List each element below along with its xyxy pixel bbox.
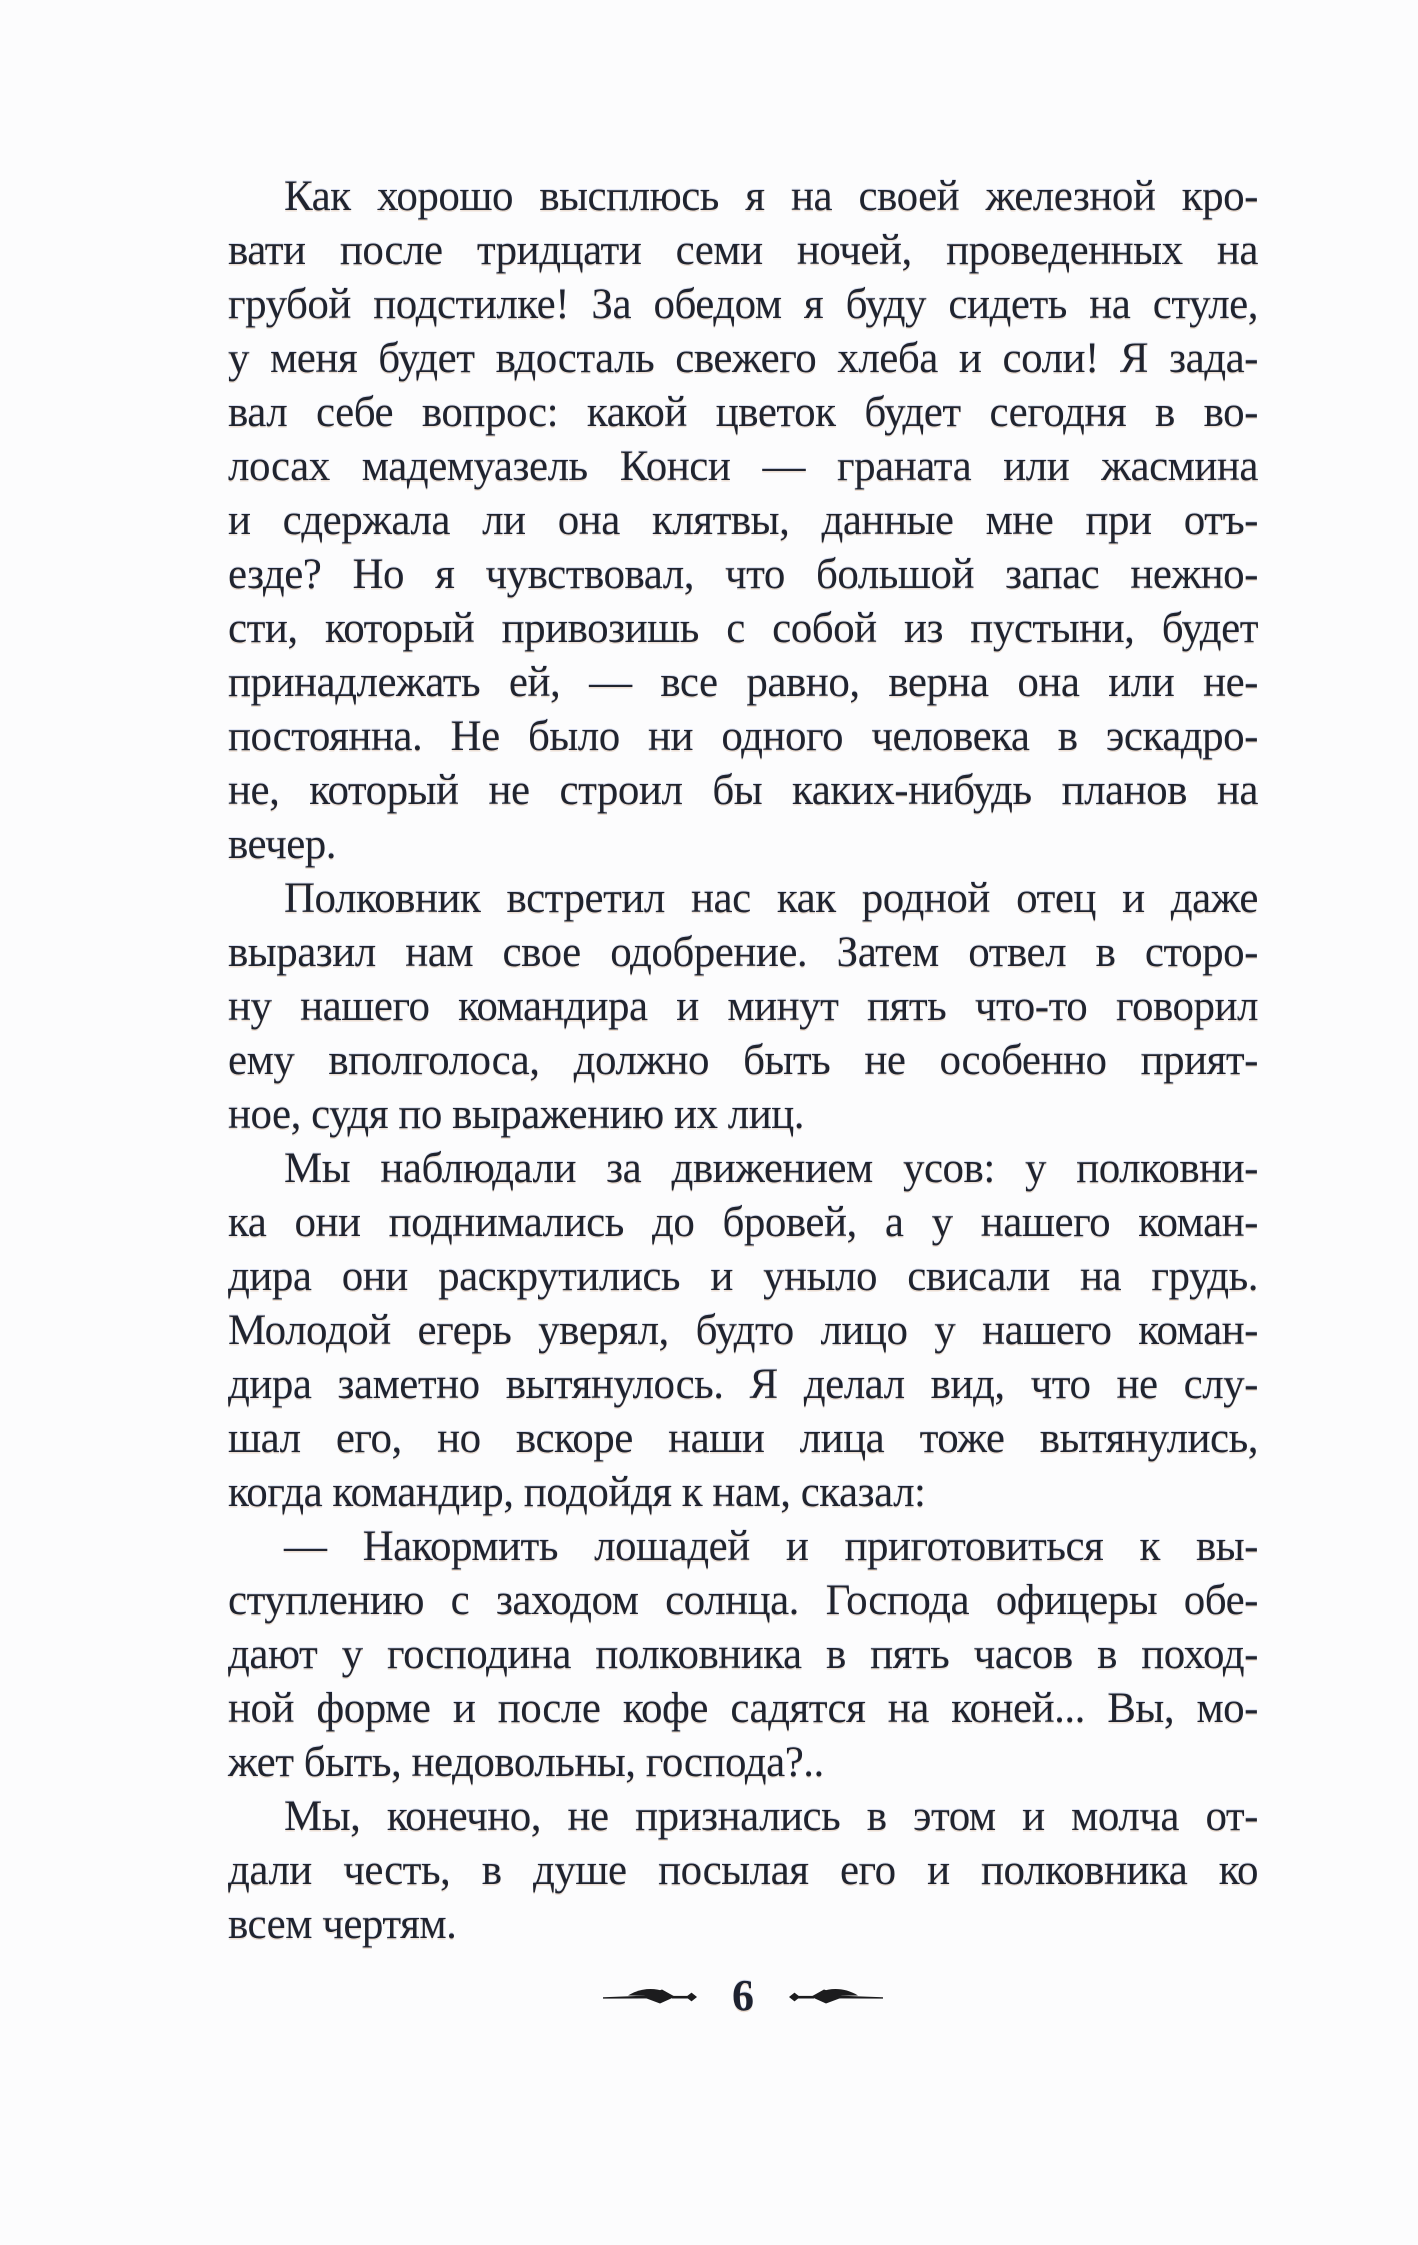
text-line: ка они поднимались до бровей, а у нашего коман- xyxy=(228,1199,1258,1246)
text-line: грубой подстилке! За обедом я буду сидеть на стуле, xyxy=(228,281,1258,328)
text-line: вал себе вопрос: какой цветок будет сегодня в во- xyxy=(228,389,1258,436)
text-line: жет быть, недовольны, господа?.. xyxy=(228,1739,824,1786)
text-line: и сдержала ли она клятвы, данные мне при отъ- xyxy=(228,497,1258,544)
paragraph xyxy=(228,1142,1258,1520)
paragraph xyxy=(228,872,1258,1142)
text-line: когда командир, подойдя к нам, сказал: xyxy=(228,1469,926,1516)
text-line: вечер. xyxy=(228,821,337,868)
text-line: дира они раскрутились и уныло свисали на грудь. xyxy=(228,1253,1258,1300)
text-line: Мы наблюдали за движением усов: у полковни- xyxy=(284,1145,1258,1192)
text-line: ну нашего командира и минут пять что-то говорил xyxy=(228,983,1258,1030)
text-line: ное, судя по выражению их лиц. xyxy=(228,1091,804,1138)
text-line: лосах мадемуазель Конси — граната или жасмина xyxy=(228,443,1258,490)
text-line: всем чертям. xyxy=(228,1901,457,1948)
paragraph xyxy=(228,1790,1258,1952)
text-line: Мы, конечно, не признались в этом и молча от- xyxy=(284,1793,1258,1840)
text-line: сти, который привозишь с собой из пустыни, будет xyxy=(228,605,1258,652)
text-line: Как хорошо высплюсь я на своей железной кро- xyxy=(284,173,1258,220)
text-line: постоянна. Не было ни одного человека в эскадро- xyxy=(228,713,1258,760)
footer-arrow-ornament-right-icon xyxy=(788,1982,884,2010)
text-line: ступлению с заходом солнца. Господа офицеры обе- xyxy=(228,1577,1258,1624)
text-line: дали честь, в душе посылая его и полковника ко xyxy=(228,1847,1258,1894)
text-line: у меня будет вдосталь свежего хлеба и соли! Я зада- xyxy=(228,335,1258,382)
text-block xyxy=(228,170,1258,1952)
paragraph xyxy=(228,170,1258,872)
text-line: выразил нам свое одобрение. Затем отвел в сторо- xyxy=(228,929,1258,976)
text-line: дают у господина полковника в пять часов в поход- xyxy=(228,1631,1258,1678)
paragraph xyxy=(228,1520,1258,1790)
text-line: вати после тридцати семи ночей, проведенных на xyxy=(228,227,1258,274)
text-line: ему вполголоса, должно быть не особенно прият- xyxy=(228,1037,1258,1084)
text-line: дира заметно вытянулось. Я делал вид, что не слу- xyxy=(228,1361,1258,1408)
page-number: 6 xyxy=(732,1971,754,2020)
text-line: Полковник встретил нас как родной отец и даже xyxy=(284,875,1258,922)
text-line: шал его, но вскоре наши лица тоже вытянулись, xyxy=(228,1415,1258,1462)
text-line: — Накормить лошадей и приготовиться к вы- xyxy=(284,1523,1258,1570)
page-footer xyxy=(228,1972,1258,2020)
text-line: принадлежать ей, — все равно, верна она или не- xyxy=(228,659,1258,706)
text-line: Молодой егерь уверял, будто лицо у нашего коман- xyxy=(228,1307,1258,1354)
text-line: езде? Но я чувствовал, что большой запас нежно- xyxy=(228,551,1258,598)
footer-arrow-ornament-left-icon xyxy=(602,1982,698,2010)
text-line: ной форме и после кофе садятся на коней... Вы, мо- xyxy=(228,1685,1258,1732)
text-line: не, который не строил бы каких-нибудь планов на xyxy=(228,767,1258,814)
